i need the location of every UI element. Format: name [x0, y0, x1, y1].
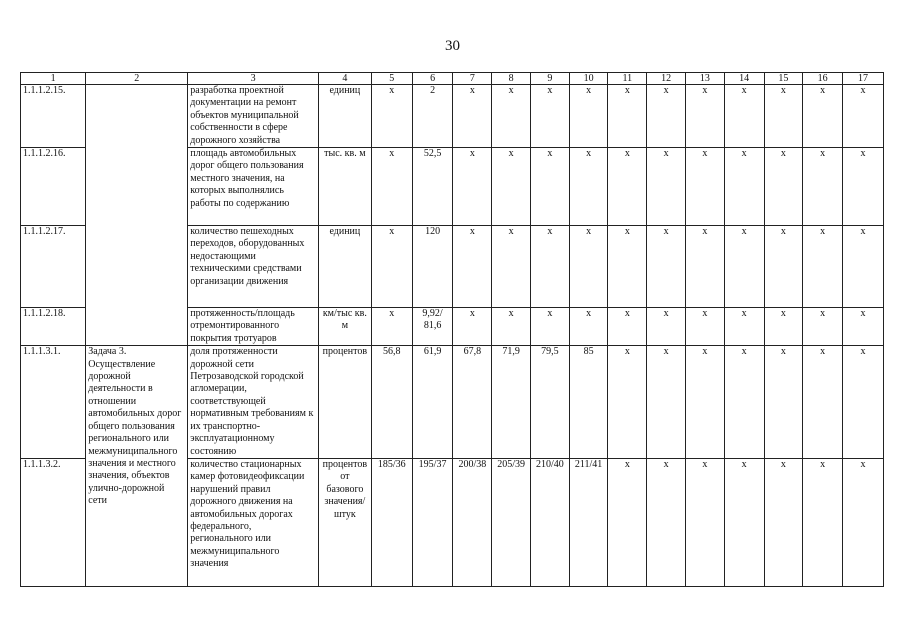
page-number: 30: [445, 38, 460, 54]
value-cell: x: [724, 458, 764, 586]
value-cell: x: [843, 148, 884, 226]
value-cell: x: [492, 308, 531, 346]
task-cell-empty: [86, 85, 188, 346]
value-cell: x: [371, 85, 412, 148]
value-cell: x: [803, 148, 843, 226]
value-cell: x: [803, 308, 843, 346]
value-cell: x: [724, 346, 764, 459]
value-cell: x: [530, 308, 569, 346]
value-cell: 211/41: [569, 458, 608, 586]
value-cell: x: [647, 458, 686, 586]
value-cell: x: [647, 346, 686, 459]
value-cell: x: [453, 148, 492, 226]
value-cell: x: [764, 85, 803, 148]
value-cell: x: [530, 85, 569, 148]
value-cell: x: [371, 308, 412, 346]
value-cell: 79,5: [530, 346, 569, 459]
column-header: 15: [764, 73, 803, 85]
value-cell: x: [608, 458, 647, 586]
task-description: Задача 3. Осуществление дорожной деятельности в отношении автомобильных дорог общего пользования регионального или межмуниципального значения и местного значения, объектов улично-дорожной сети: [86, 346, 188, 587]
value-cell: 9,92/ 81,6: [412, 308, 453, 346]
value-cell: 120: [412, 226, 453, 308]
value-cell: x: [724, 148, 764, 226]
column-header: 5: [371, 73, 412, 85]
column-header: 16: [803, 73, 843, 85]
column-header: 2: [86, 73, 188, 85]
value-cell: 71,9: [492, 346, 531, 459]
column-header: 14: [724, 73, 764, 85]
unit-cell: км/тыс кв. м: [318, 308, 371, 346]
value-cell: x: [492, 85, 531, 148]
indicator-name: протяженность/площадь отремонтированного покрытия тротуаров: [188, 308, 319, 346]
value-cell: x: [371, 226, 412, 308]
value-cell: x: [569, 226, 608, 308]
value-cell: x: [453, 226, 492, 308]
value-cell: x: [843, 85, 884, 148]
value-cell: 200/38: [453, 458, 492, 586]
value-cell: x: [724, 85, 764, 148]
column-header: 13: [685, 73, 724, 85]
value-cell: x: [764, 458, 803, 586]
value-cell: x: [764, 308, 803, 346]
value-cell: x: [685, 308, 724, 346]
value-cell: x: [685, 85, 724, 148]
column-header: 9: [530, 73, 569, 85]
value-cell: x: [803, 458, 843, 586]
value-cell: x: [608, 85, 647, 148]
column-header: 6: [412, 73, 453, 85]
value-cell: 185/36: [371, 458, 412, 586]
unit-cell: процентов от базового значения/ штук: [318, 458, 371, 586]
value-cell: x: [647, 308, 686, 346]
value-cell: x: [453, 85, 492, 148]
value-cell: x: [492, 226, 531, 308]
indicator-name: площадь автомобильных дорог общего пользования местного значения, на которых выполнялись работы по содержанию: [188, 148, 319, 226]
value-cell: x: [608, 346, 647, 459]
column-header: 1: [21, 73, 86, 85]
indicator-name: разработка проектной документации на ремонт объектов муниципальной собственности в сфере дорожного хозяйства: [188, 85, 319, 148]
value-cell: x: [724, 226, 764, 308]
unit-cell: тыс. кв. м: [318, 148, 371, 226]
column-header: 10: [569, 73, 608, 85]
value-cell: x: [453, 308, 492, 346]
value-cell: 210/40: [530, 458, 569, 586]
value-cell: x: [803, 85, 843, 148]
value-cell: x: [803, 346, 843, 459]
value-cell: 195/37: [412, 458, 453, 586]
value-cell: x: [685, 458, 724, 586]
value-cell: x: [530, 148, 569, 226]
unit-cell: процентов: [318, 346, 371, 459]
value-cell: x: [724, 308, 764, 346]
table-row: [21, 346, 884, 459]
value-cell: 205/39: [492, 458, 531, 586]
row-number: 1.1.1.2.18.: [21, 308, 86, 346]
column-header: 17: [843, 73, 884, 85]
value-cell: x: [803, 226, 843, 308]
value-cell: x: [843, 458, 884, 586]
value-cell: x: [764, 148, 803, 226]
column-header: 7: [453, 73, 492, 85]
value-cell: x: [647, 148, 686, 226]
value-cell: x: [685, 226, 724, 308]
column-header: 12: [647, 73, 686, 85]
unit-cell: единиц: [318, 85, 371, 148]
value-cell: 85: [569, 346, 608, 459]
indicators-table: [20, 72, 884, 587]
column-header: 8: [492, 73, 531, 85]
value-cell: x: [843, 346, 884, 459]
value-cell: x: [647, 226, 686, 308]
column-header: 3: [188, 73, 319, 85]
indicator-name: доля протяженности дорожной сети Петрозаводской городской агломерации, соответствующей нормативным требованиям к их транспортно-эксплуатационному состоянию: [188, 346, 319, 459]
value-cell: x: [764, 346, 803, 459]
value-cell: x: [569, 308, 608, 346]
value-cell: x: [843, 226, 884, 308]
table-row: [21, 85, 884, 148]
value-cell: x: [764, 226, 803, 308]
value-cell: x: [371, 148, 412, 226]
value-cell: 56,8: [371, 346, 412, 459]
value-cell: 61,9: [412, 346, 453, 459]
column-numbers-row: [21, 73, 884, 85]
indicator-name: количество стационарных камер фотовидеофиксации нарушений правил дорожного движения на автомобильных дорогах федерального, регионального или межмуниципального значения: [188, 458, 319, 586]
column-header: 4: [318, 73, 371, 85]
value-cell: x: [843, 308, 884, 346]
value-cell: x: [492, 148, 531, 226]
row-number: 1.1.1.2.17.: [21, 226, 86, 308]
row-number: 1.1.1.2.15.: [21, 85, 86, 148]
value-cell: x: [647, 85, 686, 148]
value-cell: 67,8: [453, 346, 492, 459]
row-number: 1.1.1.2.16.: [21, 148, 86, 226]
value-cell: x: [608, 148, 647, 226]
column-header: 11: [608, 73, 647, 85]
value-cell: x: [608, 308, 647, 346]
row-number: 1.1.1.3.1.: [21, 346, 86, 459]
unit-cell: единиц: [318, 226, 371, 308]
value-cell: 52,5: [412, 148, 453, 226]
value-cell: 2: [412, 85, 453, 148]
value-cell: x: [530, 226, 569, 308]
indicator-name: количество пешеходных переходов, оборудованных недостающими техническими средствами организации движения: [188, 226, 319, 308]
value-cell: x: [685, 148, 724, 226]
value-cell: x: [569, 148, 608, 226]
value-cell: x: [608, 226, 647, 308]
value-cell: x: [685, 346, 724, 459]
value-cell: x: [569, 85, 608, 148]
row-number: 1.1.1.3.2.: [21, 458, 86, 586]
